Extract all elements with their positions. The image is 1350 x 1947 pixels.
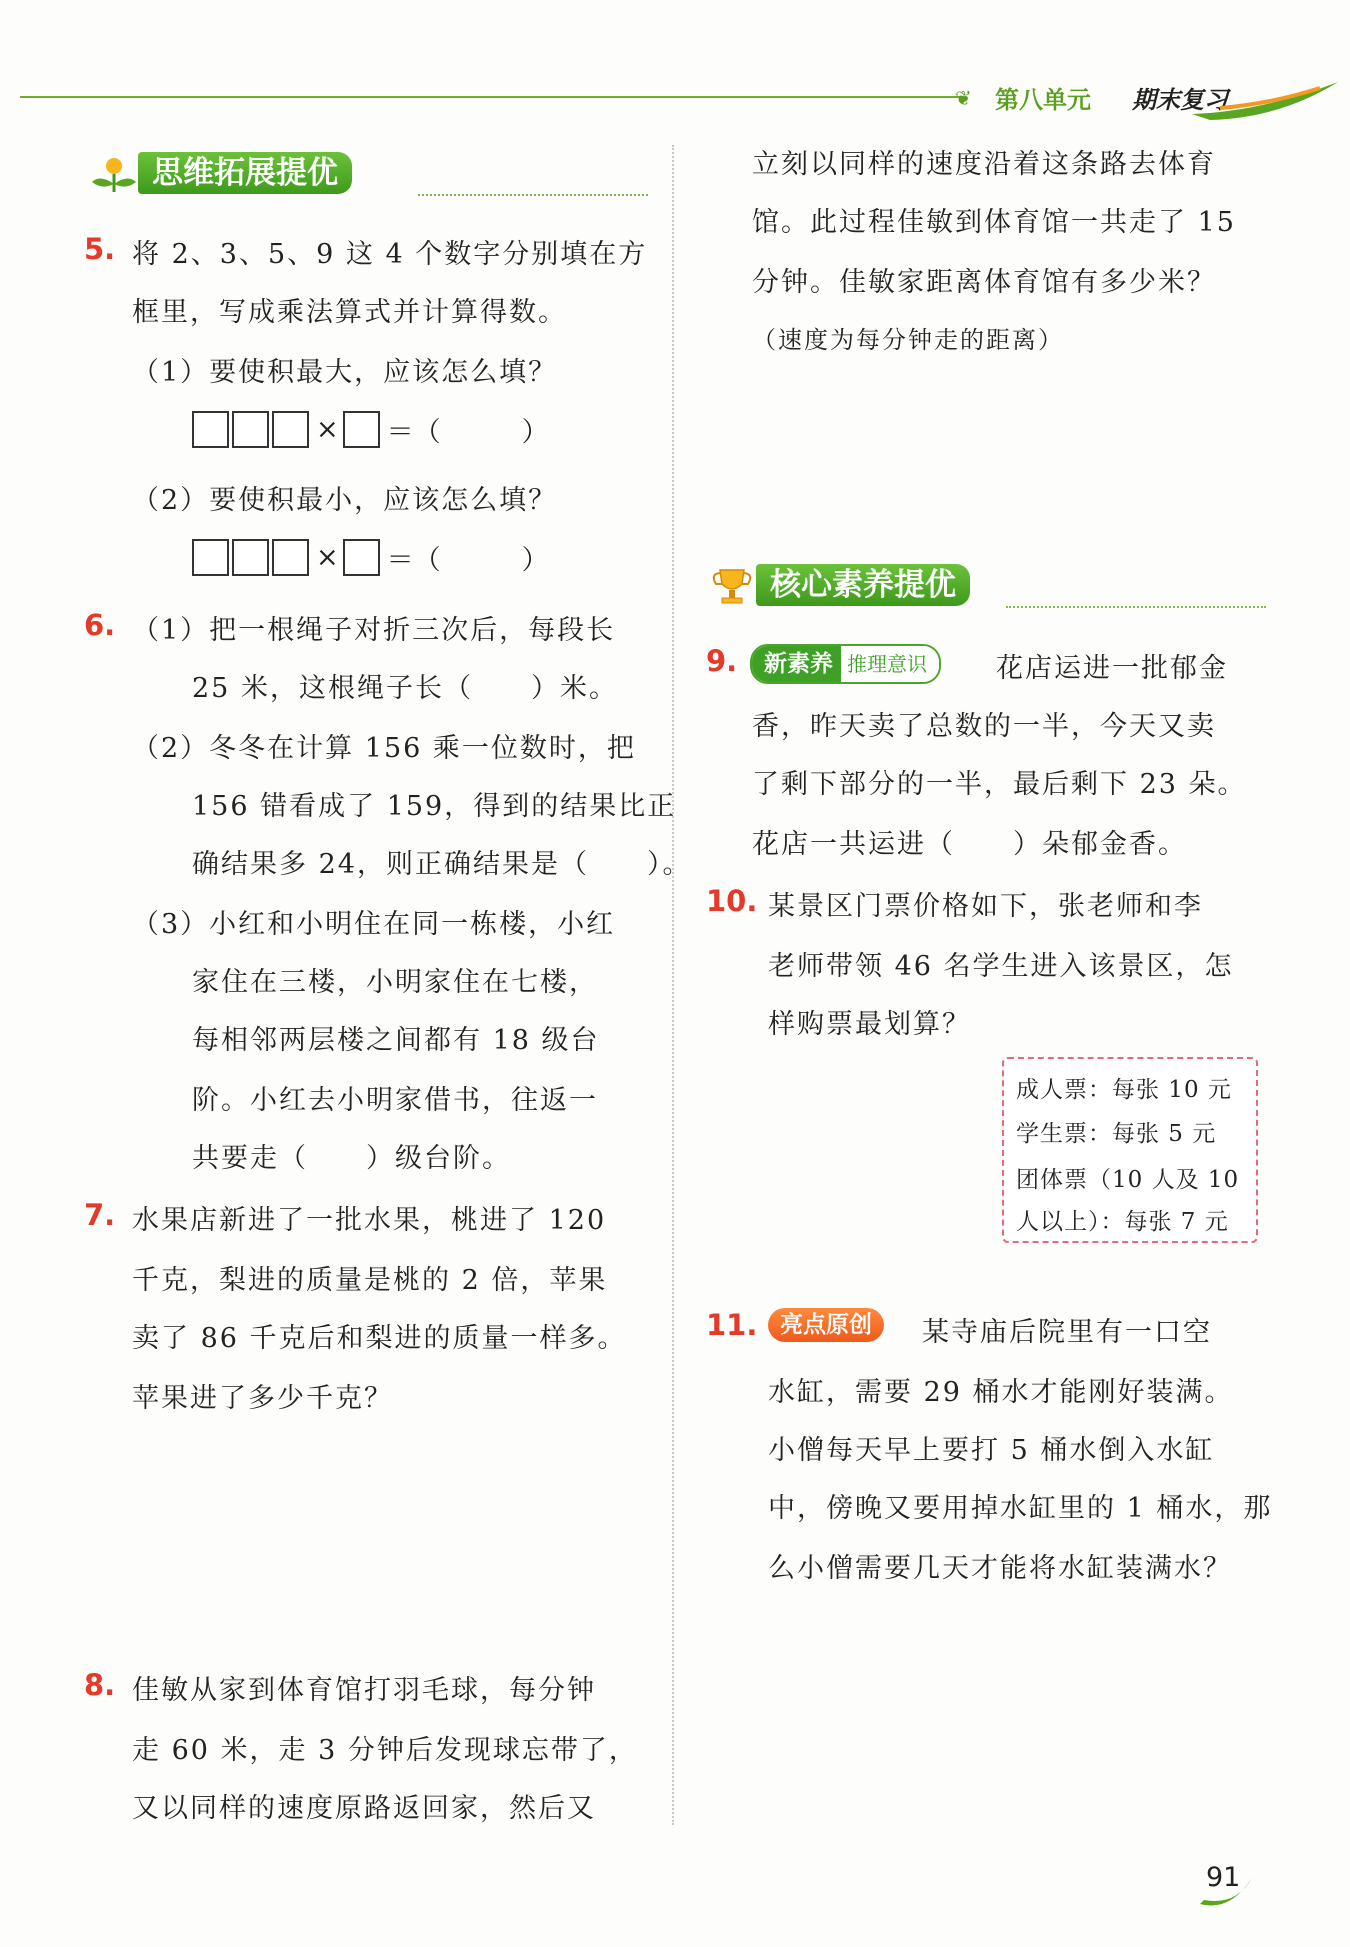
q11-text: 某寺庙后院里有一口空: [922, 1317, 1212, 1348]
original-highlight-badge: 亮点原创: [768, 1308, 884, 1342]
badge-sublabel: 推理意识: [841, 646, 939, 682]
q9-text: 香，昨天卖了总数的一半，今天又卖: [752, 711, 1216, 742]
answer-blank[interactable]: ＝（ ）: [386, 417, 549, 448]
q6-text: 共要走（ ）级台阶。: [192, 1143, 511, 1174]
sprout-icon: [88, 152, 140, 196]
badge-label: 新素养: [752, 646, 841, 682]
q11-text: 水缸，需要 29 桶水才能刚好装满。: [768, 1377, 1234, 1408]
q5-part1: （1）要使积最大，应该怎么填？: [132, 357, 558, 388]
section-banner-core: [706, 562, 1266, 610]
q11-text: 中，傍晚又要用掉水缸里的 1 桶水，那: [768, 1493, 1273, 1524]
q6-text: 家住在三楼，小明家住在七楼，: [192, 967, 598, 998]
q9-text: 花店一共运进（ ）朵郁金香。: [752, 829, 1187, 860]
answer-blank[interactable]: ＝（ ）: [386, 545, 549, 576]
new-literacy-badge: [750, 644, 941, 684]
q11-text: 么小僧需要几天才能将水缸装满水？: [768, 1553, 1232, 1584]
q10-text: 某景区门票价格如下，张老师和李: [768, 891, 1203, 922]
q6-text: （3）小红和小明住在同一栋楼，小红: [132, 909, 616, 940]
q5-answer-row-1: [192, 410, 553, 449]
question-number: 10.: [706, 884, 758, 918]
q6-text: 25 米，这根绳子长（ ）米。: [192, 673, 618, 704]
q8-text: 走 60 米，走 3 分钟后发现球忘带了，: [132, 1735, 638, 1766]
question-number: 7.: [84, 1198, 116, 1232]
ticket-price-box: [1002, 1057, 1258, 1243]
q11-text: 小僧每天早上要打 5 桶水倒入水缸: [768, 1435, 1215, 1466]
header-unit: 第八单元: [995, 86, 1091, 114]
header-title: 期末复习: [1132, 86, 1228, 114]
leaf-icon: ❦: [955, 86, 972, 110]
q8-text: 立刻以同样的速度沿着这条路去体育: [752, 149, 1216, 180]
times-sign: ×: [316, 542, 339, 573]
q8-note: （速度为每分钟走的距离）: [752, 326, 1064, 354]
section-title: 核心素养提优: [756, 564, 970, 606]
price-line: 人以上）：每张 7 元: [1016, 1209, 1229, 1235]
price-line: 成人票：每张 10 元: [1016, 1077, 1232, 1103]
question-number: 9.: [706, 644, 738, 678]
banner-dotted-rule: [1006, 606, 1266, 608]
q10-text: 老师带领 46 名学生进入该景区，怎: [768, 951, 1234, 982]
q5-text: 将 2、3、5、9 这 4 个数字分别填在方: [132, 239, 648, 270]
banner-dotted-rule: [418, 194, 648, 196]
answer-box[interactable]: [192, 539, 229, 576]
header-rule: [20, 96, 965, 98]
q9-text: 花店运进一批郁金: [996, 653, 1228, 684]
q5-part2: （2）要使积最小，应该怎么填？: [132, 485, 558, 516]
q8-text: 分钟。佳敏家距离体育馆有多少米？: [752, 267, 1216, 298]
q7-text: 苹果进了多少千克？: [132, 1383, 393, 1414]
question-number: 5.: [84, 232, 116, 266]
price-line: 团体票（10 人及 10: [1016, 1167, 1240, 1193]
trophy-icon: [706, 564, 758, 608]
question-number: 6.: [84, 608, 116, 642]
q9-text: 了剩下部分的一半，最后剩下 23 朵。: [752, 769, 1247, 800]
price-line: 学生票：每张 5 元: [1016, 1121, 1217, 1147]
question-number: 8.: [84, 1668, 116, 1702]
q8-text: 馆。此过程佳敏到体育馆一共走了 15: [752, 207, 1236, 238]
q6-text: 确结果多 24，则正确结果是（ ）。: [192, 849, 692, 880]
q5-answer-row-2: [192, 538, 553, 577]
column-divider: [672, 145, 674, 1825]
answer-box[interactable]: [272, 539, 309, 576]
question-number: 11.: [706, 1308, 758, 1342]
q6-text: （2）冬冬在计算 156 乘一位数时，把: [132, 733, 636, 764]
section-banner-thinking: [88, 150, 648, 198]
q7-text: 卖了 86 千克后和梨进的质量一样多。: [132, 1323, 627, 1354]
q6-text: 156 错看成了 159，得到的结果比正: [192, 791, 677, 822]
answer-box[interactable]: [272, 411, 309, 448]
q10-text: 样购票最划算？: [768, 1009, 971, 1040]
q6-text: 阶。小红去小明家借书，往返一: [192, 1085, 598, 1116]
q8-text: 佳敏从家到体育馆打羽毛球，每分钟: [132, 1675, 596, 1706]
q6-text: 每相邻两层楼之间都有 18 级台: [192, 1025, 600, 1056]
section-title: 思维拓展提优: [138, 152, 352, 194]
answer-box[interactable]: [343, 539, 380, 576]
q5-text: 框里，写成乘法算式并计算得数。: [132, 297, 567, 328]
q7-text: 水果店新进了一批水果，桃进了 120: [132, 1205, 607, 1236]
q7-text: 千克，梨进的质量是桃的 2 倍，苹果: [132, 1265, 608, 1296]
answer-box[interactable]: [343, 411, 380, 448]
swoosh-decoration-icon: [1190, 78, 1340, 122]
page-number: 91: [1206, 1862, 1241, 1893]
answer-box[interactable]: [232, 539, 269, 576]
q8-text: 又以同样的速度原路返回家，然后又: [132, 1793, 596, 1824]
times-sign: ×: [316, 414, 339, 445]
q6-text: （1）把一根绳子对折三次后，每段长: [132, 615, 616, 646]
answer-box[interactable]: [232, 411, 269, 448]
answer-box[interactable]: [192, 411, 229, 448]
